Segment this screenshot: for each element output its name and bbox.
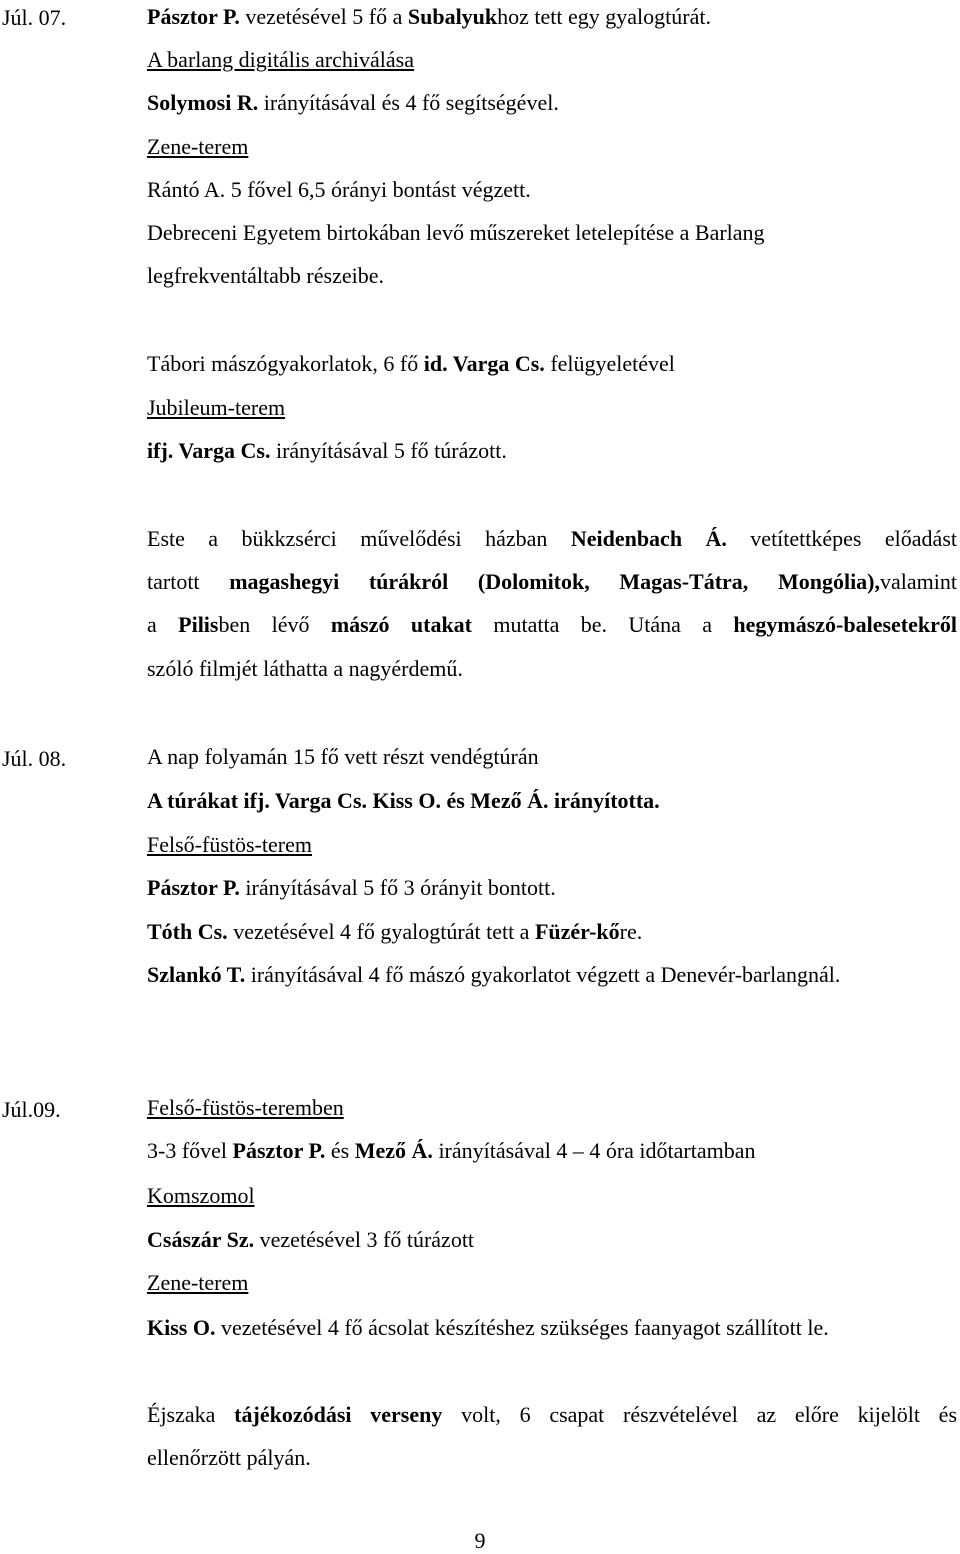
entry-line: Rántó A. 5 fővel 6,5 órányi bontást végzett. xyxy=(147,177,531,202)
entry-line: A nap folyamán 15 fő vett részt vendégtúrán xyxy=(147,744,539,769)
entry-line: szóló filmjét láthatta a nagyérdemű. xyxy=(147,656,463,681)
entry-line: Solymosi R. irányításával és 4 fő segítségével. xyxy=(147,90,559,115)
entry-line: tartott magashegyi túrákról (Dolomitok, Magas-Tátra, Mongólia),valamint xyxy=(147,569,957,594)
entry-line: Este a bükkzsérci művelődési házban Neidenbach Á. vetítettképes előadást xyxy=(147,526,957,551)
entry-line: Császár Sz. vezetésével 3 fő túrázott xyxy=(147,1227,475,1252)
date-jul-08: Júl. 08. xyxy=(2,746,67,771)
location-heading: Zene-terem xyxy=(147,1270,249,1295)
location-heading: Zene-terem xyxy=(147,134,249,159)
entry-line: a Pilisben lévő mászó utakat mutatta be. Utána a hegymászó-balesetekről xyxy=(147,612,957,637)
entry-line: ifj. Varga Cs. irányításával 5 fő túrázott. xyxy=(147,438,507,463)
entry-line: Debreceni Egyetem birtokában levő műszereket letelepítése a Barlang xyxy=(147,220,765,245)
entry-line: ellenőrzött pályán. xyxy=(147,1445,311,1470)
entry-line: legfrekventáltabb részeibe. xyxy=(147,263,384,288)
location-heading: Komszomol xyxy=(147,1183,255,1208)
page-number: 9 xyxy=(474,1528,486,1553)
entry-line: Pásztor P. irányításával 5 fő 3 órányit bontott. xyxy=(147,875,556,900)
date-jul-07: Júl. 07. xyxy=(2,5,67,30)
entry-line: Éjszaka tájékozódási verseny volt, 6 csapat részvételével az előre kijelölt és xyxy=(147,1402,958,1427)
entry-line: Tóth Cs. vezetésével 4 fő gyalogtúrát tett a Füzér-kőre. xyxy=(147,919,643,944)
date-jul-09: Júl.09. xyxy=(2,1097,61,1122)
entry-line: Pásztor P. vezetésével 5 fő a Subalyukhoz tett egy gyalogtúrát. xyxy=(147,4,711,29)
location-heading: Felső-füstös-teremben xyxy=(147,1095,344,1120)
entry-line: Tábori mászógyakorlatok, 6 fő id. Varga Cs. felügyeletével xyxy=(147,351,675,376)
entry-line: Szlankó T. irányításával 4 fő mászó gyakorlatot végzett a Denevér-barlangnál. xyxy=(147,962,841,987)
entry-line: 3-3 fővel Pásztor P. és Mező Á. irányításával 4 – 4 óra időtartamban xyxy=(147,1138,756,1163)
entry-line: Kiss O. vezetésével 4 fő ácsolat készítéshez szükséges faanyagot szállított le. xyxy=(147,1315,829,1340)
location-heading: Felső-füstös-terem xyxy=(147,832,312,857)
entry-line: A túrákat ifj. Varga Cs. Kiss O. és Mező Á. irányította. xyxy=(147,788,660,813)
location-heading: Jubileum-terem xyxy=(147,395,286,420)
section-heading: A barlang digitális archiválása xyxy=(147,47,414,72)
